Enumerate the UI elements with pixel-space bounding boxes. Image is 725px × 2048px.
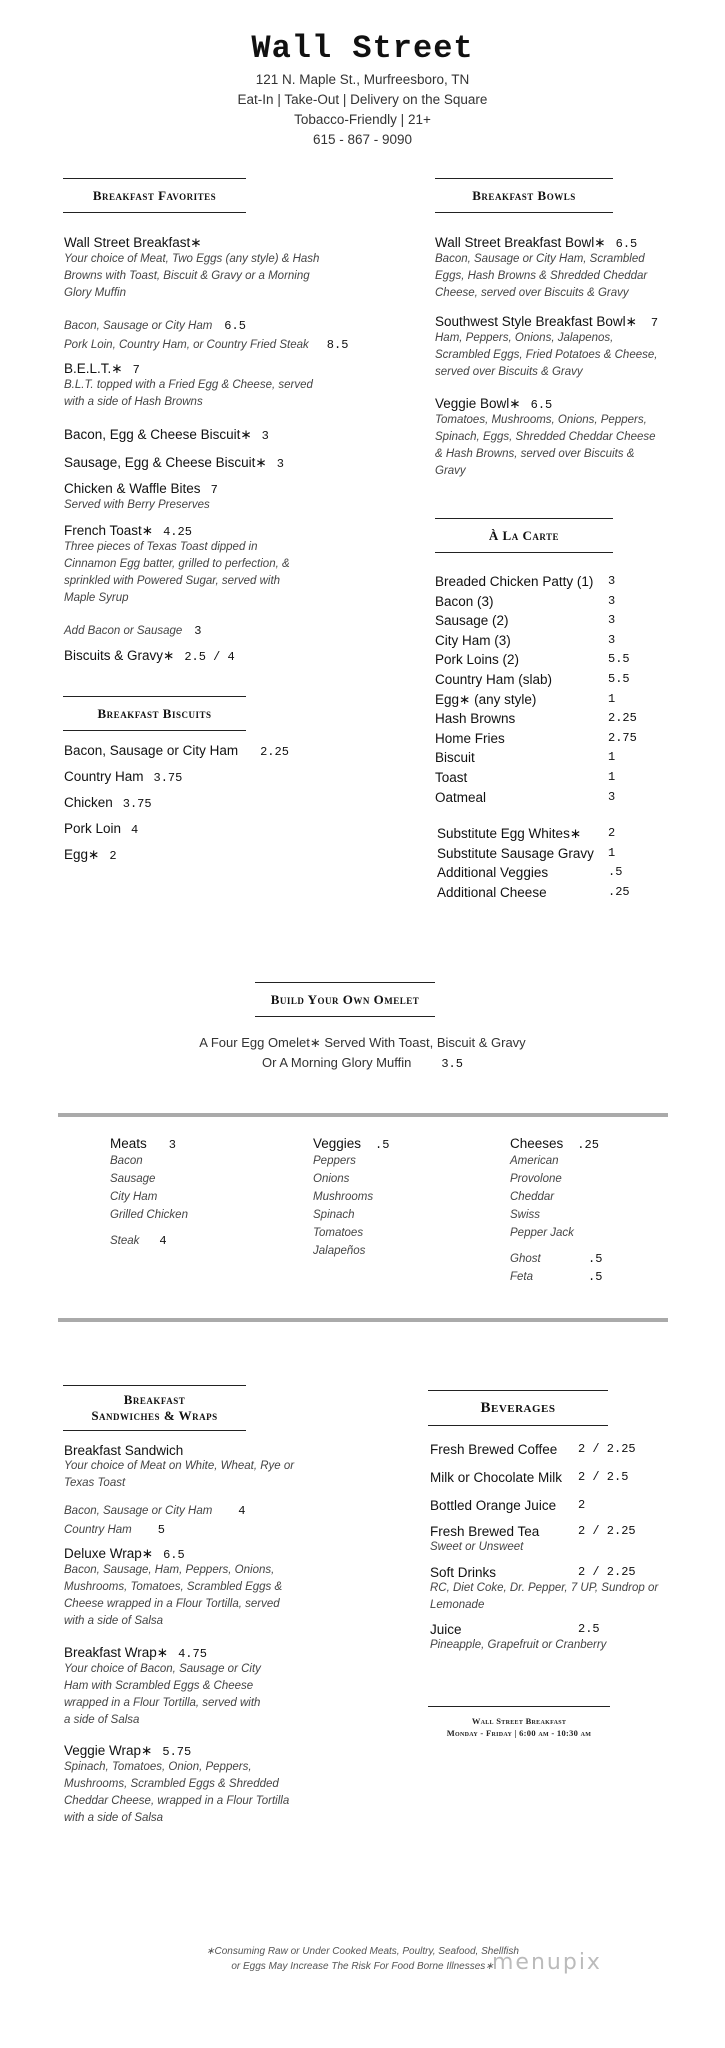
extra-row: Substitute Egg Whites∗ 2 (437, 826, 616, 841)
alacarte-extras (437, 826, 647, 904)
omelet-veggies: Veggies .5 Peppers Onions Mushrooms Spinach Tomatoes Jalapeños (313, 1136, 390, 1257)
divider (58, 1113, 668, 1117)
omelet-heading: Build Your Own Omelet (255, 982, 435, 1017)
biscuit-item: Chicken 3.75 (64, 795, 152, 811)
belt-item: B.E.L.T.∗ 7 B.L.T. topped with a Fried Egg & Cheese, served with a side of Hash Browns (64, 361, 313, 408)
chicken-waffle-bites: Chicken & Waffle Bites 7 Served with Berry Preserves (64, 481, 218, 511)
beverage-item: Milk or Chocolate Milk 2 / 2.5 (430, 1470, 629, 1485)
wall-street-breakfast-desc: Your choice of Meat, Two Eggs (any style) & Hash Browns with Toast, Biscuit & Gravy or a Morning Glory Muffin (64, 253, 320, 299)
omelet-cheeses: Cheeses .25 American Provolone Cheddar Swiss Pepper Jack Ghost .5 Feta .5 (510, 1136, 603, 1284)
alacarte-row: Egg∗ (any style) 1 (435, 691, 616, 707)
omelet-line-2: Or A Morning Glory Muffin 3.5 (262, 1055, 463, 1071)
favorites-heading: Breakfast Favorites (63, 178, 246, 213)
bacon-egg-cheese-biscuit: Bacon, Egg & Cheese Biscuit∗ 3 (64, 427, 269, 443)
biscuit-item: Egg∗ 2 (64, 847, 117, 863)
beverage-item: Fresh Brewed Coffee 2 / 2.25 (430, 1442, 636, 1457)
disclaimer: ∗Consuming Raw or Under Cooked Meats, Poultry, Seafood, Shellfish or Eggs May Increase The Risk For Food Borne Illnesses∗ (206, 1946, 519, 1972)
biscuits-heading: Breakfast Biscuits (63, 696, 246, 731)
alacarte-row: Bacon (3) 3 (435, 593, 616, 609)
alacarte-row: Country Ham (slab) 5.5 (435, 671, 630, 687)
wsb-option-1: Bacon, Sausage or City Ham 6.5 (64, 319, 246, 333)
wall-street-breakfast: Wall Street Breakfast∗ (64, 235, 202, 250)
divider (58, 1318, 668, 1322)
sausage-egg-cheese-biscuit: Sausage, Egg & Cheese Biscuit∗ 3 (64, 455, 284, 471)
hours: Wall Street Breakfast Monday - Friday | 6:00 am - 10:30 am (428, 1706, 610, 1739)
sandwich-option-2: Country Ham 5 (64, 1523, 165, 1537)
address: 121 N. Maple St., Murfreesboro, TN (255, 72, 470, 87)
omelet-meats: Meats 3 Bacon Sausage City Ham Grilled Chicken Steak 4 (110, 1136, 188, 1248)
alacarte-row: Breaded Chicken Patty (1) 3 (435, 574, 616, 589)
beverage-item: Soft Drinks 2 / 2.25 (430, 1565, 636, 1580)
alacarte-row: Hash Browns 2.25 (435, 711, 637, 727)
sandwich-option-1: Bacon, Sausage or City Ham 4 (64, 1504, 246, 1518)
alacarte-row: City Ham (3) 3 (435, 632, 616, 648)
phone: 615 - 867 - 9090 (312, 132, 413, 147)
biscuit-item: Pork Loin 4 (64, 821, 139, 837)
extra-row: Additional Veggies .5 (437, 865, 623, 881)
omelet-line-1: A Four Egg Omelet∗ Served With Toast, Biscuit & Gravy (199, 1035, 526, 1050)
bowls-heading: Breakfast Bowls (435, 178, 613, 213)
extra-row: Substitute Sausage Gravy 1 (437, 845, 616, 861)
favorites-section (64, 235, 334, 302)
beverages-list: Fresh Brewed Coffee 2 / 2.25 Milk or Chocolate Milk 2 / 2.5 Bottled Orange Juice 2 Fresh Brewed Tea 2 / 2.25 Sweet or Unsweet Soft Drinks 2 / 2.25 RC, Diet Coke, Dr. Pepper, 7 UP, Sundrop or Lemonade Juice 2.5 Pineapple, Grapefruit or Cranberry (430, 1442, 659, 1651)
bowl-item: Wall Street Breakfast Bowl∗ 6.5 Bacon, Sausage or City Ham, Scrambled Eggs, Hash Browns & Shredded Cheddar Cheese, served over Biscuits & Gravy (435, 235, 648, 299)
beverage-item: Juice 2.5 (430, 1622, 600, 1637)
alacarte-list (435, 574, 645, 809)
alacarte-row: Sausage (2) 3 (435, 613, 616, 629)
french-toast: French Toast∗ 4.25 Three pieces of Texas Toast dipped in Cinnamon Egg batter, grilled to perfection, & sprinkled with Powered Sugar, served with Maple Syrup (64, 523, 290, 604)
alacarte-row: Toast 1 (435, 769, 616, 785)
wsb-option-2: Pork Loin, Country Ham, or Country Fried Steak 8.5 (64, 338, 349, 352)
services: Eat-In | Take-Out | Delivery on the Square (237, 92, 488, 107)
biscuit-item: Country Ham 3.75 (64, 769, 183, 785)
policy: Tobacco-Friendly | 21+ (294, 112, 431, 127)
beverage-item: Fresh Brewed Tea 2 / 2.25 (430, 1524, 636, 1539)
add-bacon-sausage: Add Bacon or Sausage 3 (64, 624, 202, 638)
bowl-item: Veggie Bowl∗ 6.5 Tomatoes, Mushrooms, Onions, Peppers, Spinach, Eggs, Shredded Cheddar Cheese & Hash Browns, served over Biscuits & Gravy (435, 396, 656, 477)
beverage-item: Bottled Orange Juice 2 (430, 1498, 586, 1513)
breakfast-wrap: Breakfast Wrap∗ 4.75 Your choice of Bacon, Sausage or City Ham with Scrambled Eggs & Cheese wrapped in a Flour Tortilla, served with a side of Salsa (64, 1645, 261, 1726)
alacarte-row: Pork Loins (2) 5.5 (435, 652, 630, 668)
restaurant-title: Wall Street (251, 30, 474, 67)
veggie-wrap: Veggie Wrap∗ 5.75 Spinach, Tomatoes, Onion, Peppers, Mushrooms, Scrambled Eggs & Shredded Cheddar Cheese, wrapped in a Flour Tortilla with a side of Salsa (64, 1743, 290, 1824)
beverages-heading: Beverages (428, 1390, 608, 1426)
alacarte-heading: À La Carte (435, 518, 613, 553)
watermark: menupix (492, 1950, 602, 1975)
breakfast-sandwich: Breakfast Sandwich Your choice of Meat on White, Wheat, Rye or Texas Toast (64, 1443, 295, 1489)
sandwiches-heading: Breakfast Sandwiches & Wraps (63, 1385, 246, 1431)
extra-row: Additional Cheese .25 (437, 884, 630, 900)
deluxe-wrap: Deluxe Wrap∗ 6.5 Bacon, Sausage, Ham, Peppers, Onions, Mushrooms, Tomatoes, Scrambled Eggs & Cheese wrapped in a Flour Tortilla, served with a side of Salsa (64, 1546, 283, 1627)
alacarte-row: Biscuit 1 (435, 750, 616, 766)
bowl-item: Southwest Style Breakfast Bowl∗ 7 Ham, Peppers, Onions, Jalapenos, Scrambled Eggs, Fried Potatoes & Cheese, served over Biscuits & Gravy (435, 314, 659, 378)
biscuits-gravy: Biscuits & Gravy∗ 2.5 / 4 (64, 648, 235, 664)
biscuit-item: Bacon, Sausage or City Ham 2.25 (64, 743, 289, 759)
alacarte-row: Oatmeal 3 (435, 789, 616, 805)
alacarte-row: Home Fries 2.75 (435, 730, 637, 746)
